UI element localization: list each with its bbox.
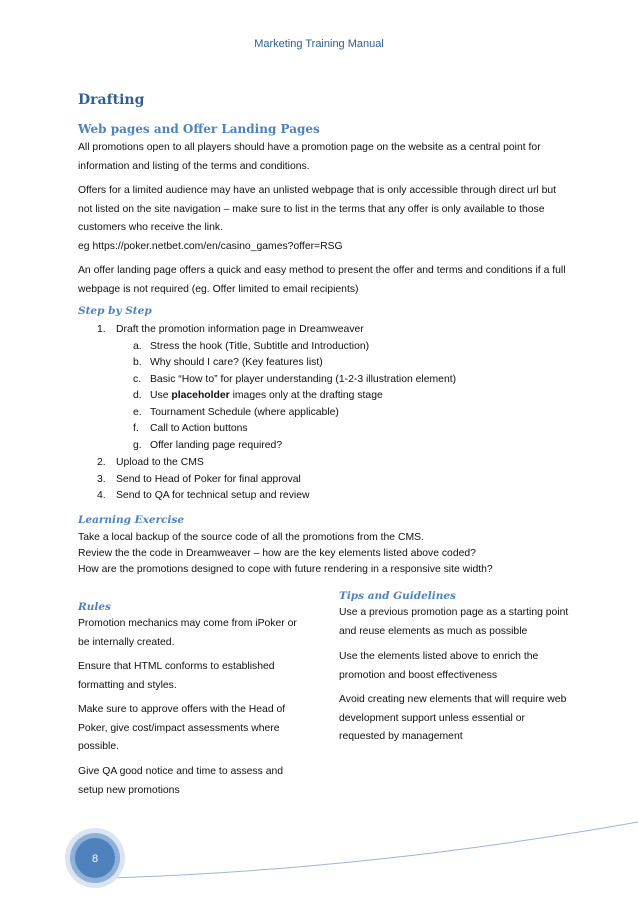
substep-text: Why should I care? (Key features list) [150, 357, 323, 368]
learning-exercise-heading: Learning Exercise [78, 514, 185, 526]
step-number: 2. [97, 457, 106, 468]
substep-item [133, 372, 456, 388]
page-number-badge [63, 826, 127, 890]
substep-text: Stress the hook (Title, Subtitle and Introduction) [150, 341, 370, 352]
exercise-line: Review the the code in Dreamweaver – how are the key elements listed above coded? [78, 548, 476, 559]
substep-item [133, 388, 383, 404]
step-text: Draft the promotion information page in Dreamweaver [116, 324, 364, 335]
step-text: Send to QA for technical setup and review [116, 490, 310, 501]
offers-paragraph [78, 182, 568, 256]
section-heading: Web pages and Offer Landing Pages [78, 122, 320, 136]
substep-letter: b. [133, 357, 142, 368]
substep-text-bold: placeholder [171, 390, 230, 401]
exercise-block [78, 530, 568, 578]
intro-paragraph: All promotions open to all players should have a promotion page on the website as a central point for information and listing of the terms and conditions. [78, 142, 541, 172]
substep-item [133, 421, 248, 437]
substep-text-post: images only at the drafting stage [229, 390, 383, 401]
substep-item [133, 339, 369, 355]
rule-item: Promotion mechanics may come from iPoker or be internally created. [78, 618, 297, 648]
page-title: Drafting [78, 92, 145, 108]
running-header: Marketing Training Manual [254, 38, 384, 50]
rule-item: Ensure that HTML conforms to established formatting and styles. [78, 661, 275, 691]
step-number: 1. [97, 324, 106, 335]
step-item [97, 455, 204, 471]
step-text: Send to Head of Poker for final approval [116, 474, 301, 485]
substep-letter: g. [133, 440, 142, 451]
step-number: 4. [97, 490, 106, 501]
rules-heading: Rules [78, 601, 111, 613]
example-url: eg https://poker.netbet.com/en/casino_games?offer=RSG [78, 240, 343, 252]
rule-item: Make sure to approve offers with the Head of Poker, give cost/impact assessments where possible. [78, 704, 286, 752]
tips-heading: Tips and Guidelines [339, 590, 456, 602]
exercise-line: Take a local backup of the source code of all the promotions from the CMS. [78, 532, 424, 543]
substep-letter: d. [133, 390, 142, 401]
rule-item: Give QA good notice and time to assess and setup new promotions [78, 766, 284, 796]
substep-item [133, 405, 339, 421]
step-item [97, 488, 310, 504]
step-item [97, 472, 301, 488]
substep-letter: c. [133, 374, 142, 385]
step-number: 3. [97, 474, 106, 485]
landing-paragraph: An offer landing page offers a quick and easy method to present the offer and terms and conditions if a full webpage is not required (eg. Offer limited to email recipients) [78, 265, 566, 295]
step-by-step-heading: Step by Step [78, 305, 152, 317]
offers-text: Offers for a limited audience may have an unlisted webpage that is only accessible through direct url but not listed on the site navigation – make sure to list in the terms that any offer is only available to those customers who receive the link. [78, 185, 557, 233]
substep-text: Tournament Schedule (where applicable) [150, 407, 339, 418]
substep-text: Call to Action buttons [150, 423, 248, 434]
exercise-line: How are the promotions designed to cope with future rendering in a responsive site width? [78, 564, 493, 575]
tip-item: Use a previous promotion page as a starting point and reuse elements as much as possible [339, 607, 569, 637]
substep-item [133, 355, 323, 371]
substep-letter: a. [133, 341, 142, 352]
tip-item: Avoid creating new elements that will require web development support unless essential or requested by management [339, 694, 567, 742]
page-number: 8 [91, 853, 99, 865]
substep-text-pre: Use [150, 390, 172, 401]
substep-text: Basic “How to” for player understanding (1-2-3 illustration element) [150, 374, 457, 385]
substep-letter: e. [133, 407, 142, 418]
substep-letter: f. [133, 423, 139, 434]
substep-text: Offer landing page required? [150, 440, 283, 451]
tip-item: Use the elements listed above to enrich the promotion and boost effectiveness [339, 651, 539, 681]
substep-item [133, 438, 282, 454]
step-text: Upload to the CMS [116, 457, 204, 468]
step-item [97, 322, 364, 338]
